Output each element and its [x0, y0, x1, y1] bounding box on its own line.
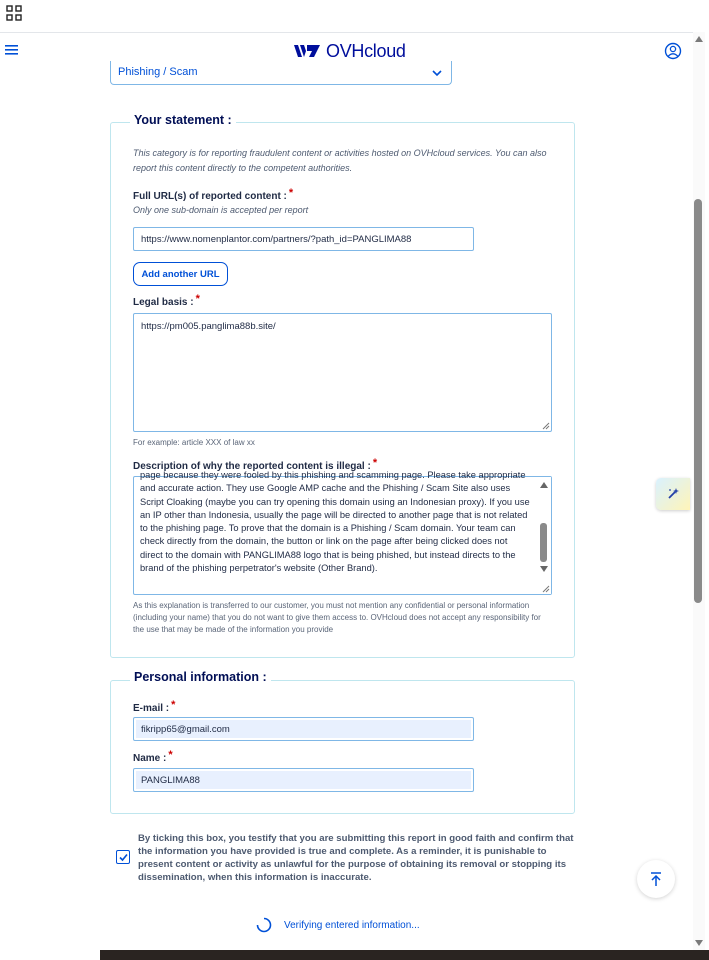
- chevron-down-icon: [431, 67, 443, 79]
- required-mark: *: [195, 293, 200, 305]
- description-value: page because they were fooled by this phishing and scamming page. Please take appropriate and accurate action. They use Google AMP cache and the Phishing / Scam Site also uses Script Cloaking (maybe you can try opening this domain using an Indonesian proxy). If you use an IP other than Indonesia, usually the page will be directed to another page that is not related to the phishing page. To prove that the domain is a Phishing / Scam domain. Your team can check directly from the domain, the button or link on the page after being clicked does not direct to the domain with PANGLIMA88 logo that is being phished, but instead directs to the brand of the phishing perpetrator's website (Other Brand).: [140, 470, 530, 574]
- description-textarea[interactable]: [133, 470, 552, 595]
- personal-legend: Personal information :: [130, 670, 271, 684]
- checkmark-icon: [118, 852, 129, 863]
- name-value: PANGLIMA88: [141, 774, 200, 786]
- ovhcloud-logo[interactable]: [294, 40, 406, 62]
- required-mark: *: [171, 699, 176, 711]
- scroll-down-arrow-icon[interactable]: [540, 566, 548, 572]
- arrow-up-to-top-icon: [648, 871, 664, 887]
- name-field[interactable]: [133, 768, 474, 792]
- statement-legend: Your statement :: [130, 113, 236, 127]
- legal-basis-hint: For example: article XXX of law xx: [133, 438, 255, 447]
- email-label: E-mail : *: [133, 699, 176, 714]
- required-mark: *: [288, 187, 294, 199]
- back-to-top-button[interactable]: [637, 860, 675, 898]
- legal-basis-textarea[interactable]: [133, 313, 552, 432]
- email-field[interactable]: [133, 717, 474, 741]
- transfer-warning: As this explanation is transferred to our customer, you must not mention any confidential or personal information (including your name) that you do not want to give them access to. OVHcloud does not accept any responsibility for the use that may be made of the information you provide: [133, 601, 541, 634]
- verifying-status: [256, 917, 420, 933]
- verifying-text: Verifying entered information...: [284, 919, 420, 931]
- url-input[interactable]: [133, 227, 474, 251]
- hamburger-menu-icon[interactable]: [5, 43, 19, 57]
- statement-intro: This category is for reporting fraudulent content or activities hosted on OVHcloud services. You can also report this content directly to the competent authorities.: [133, 148, 547, 173]
- description-label: Description of why the reported content is illegal : *: [133, 457, 378, 472]
- resize-handle-icon[interactable]: [541, 584, 550, 593]
- page-scrollbar[interactable]: [693, 32, 705, 950]
- scroll-up-arrow-icon[interactable]: [540, 482, 548, 488]
- description-scrollbar[interactable]: [537, 477, 551, 594]
- category-select-value: Phishing / Scam: [118, 66, 198, 78]
- add-another-url-button[interactable]: Add another URL: [133, 262, 228, 286]
- ovh-logo-mark-icon: [294, 43, 320, 59]
- brand-name: OVHcloud: [326, 40, 406, 61]
- scroll-down-arrow-icon[interactable]: [695, 940, 703, 946]
- scroll-thumb[interactable]: [694, 199, 702, 603]
- user-account-icon[interactable]: [664, 42, 682, 60]
- legal-basis-value: https://pm005.panglima88b.site/: [141, 321, 276, 332]
- scroll-up-arrow-icon[interactable]: [695, 36, 703, 42]
- top-bar: [0, 0, 709, 30]
- email-value: fikripp65@gmail.com: [141, 723, 230, 735]
- sparkle-pen-icon: [665, 486, 681, 502]
- required-mark: *: [372, 457, 378, 469]
- required-mark: *: [168, 749, 173, 761]
- description-scroll-thumb[interactable]: [540, 523, 547, 562]
- bottom-strip: [100, 950, 709, 960]
- side-assistant-button[interactable]: [656, 478, 690, 510]
- consent-checkbox[interactable]: [116, 850, 130, 864]
- name-label: Name : *: [133, 749, 173, 764]
- personal-panel: [110, 680, 575, 814]
- resize-handle-icon[interactable]: [541, 421, 550, 430]
- url-sublabel: Only one sub-domain is accepted per report: [133, 205, 309, 215]
- loading-spinner-icon: [256, 917, 272, 933]
- legal-basis-label: Legal basis : *: [133, 293, 200, 308]
- category-select[interactable]: [110, 61, 452, 85]
- url-label: Full URL(s) of reported content : *: [133, 187, 294, 202]
- url-input-value: https://www.nomenplantor.com/partners/?path_id=PANGLIMA88: [141, 233, 412, 245]
- consent-text: By ticking this box, you testify that you are submitting this report in good faith and confirm that the information you have provided is true and complete. As a reminder, it is punishable to present content or activity as unlawful for the purpose of obtaining its removal or stopping its dissemination, when this information is inaccurate.: [138, 833, 574, 883]
- apps-grid-icon[interactable]: [6, 5, 22, 21]
